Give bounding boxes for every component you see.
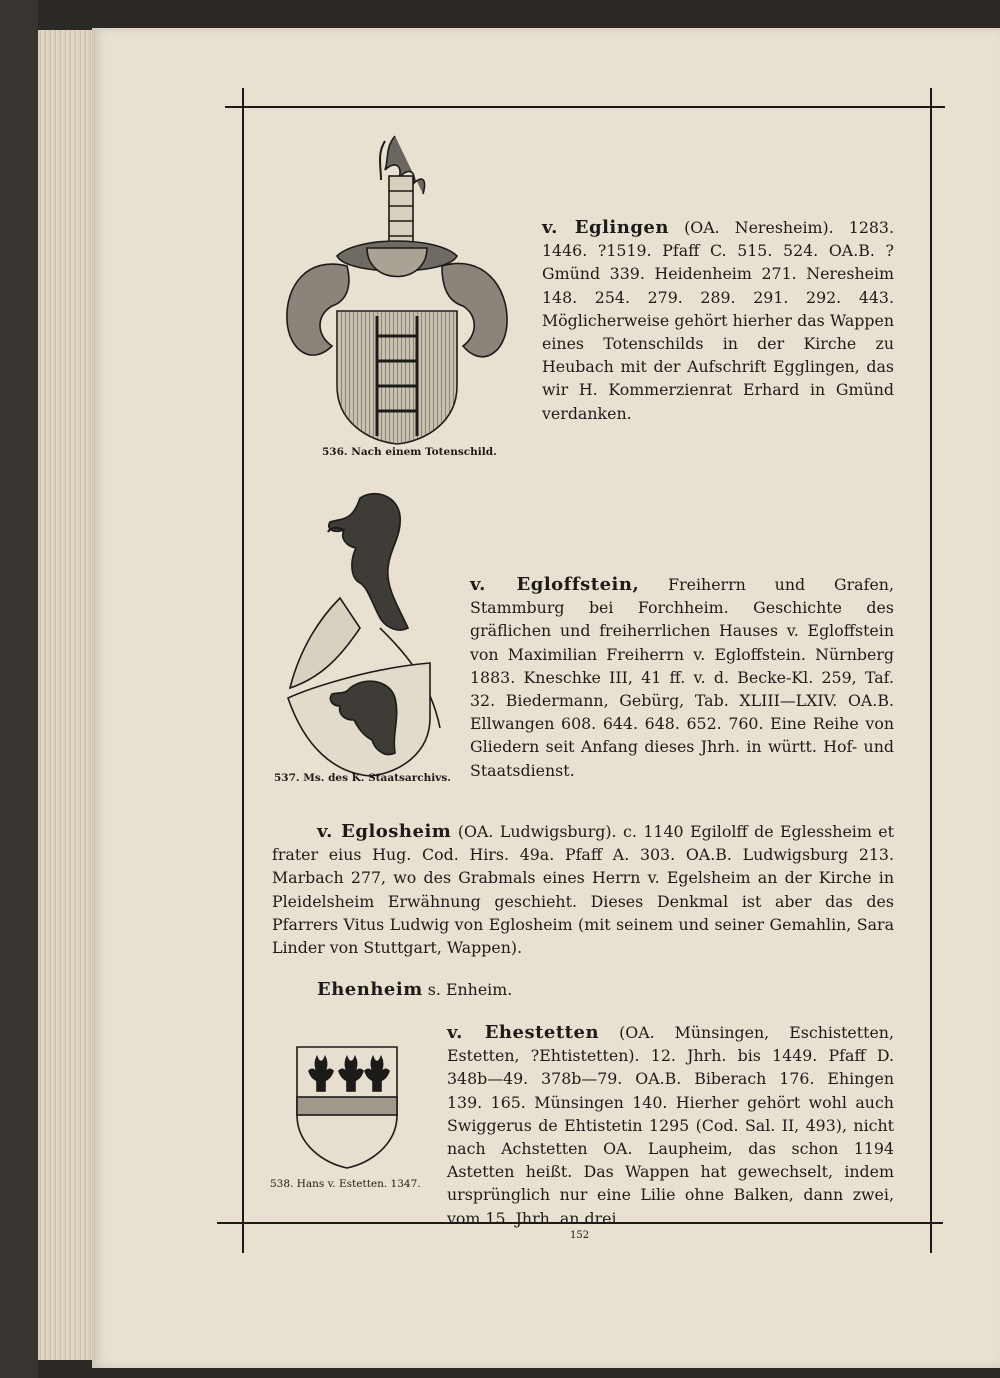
page-edges: [38, 30, 98, 1360]
entry-ehestetten-body: (OA. Münsingen, Eschistetten, Estetten, ?Ehtistetten). 12. Jhrh. bis 1449. Pfaff D. 348b—49. 378b—79. OA.B. Biberach 176. Ehingen 139. 165. Münsingen 140. Hierher gehört wohl auch Swiggerus de Ehtistetin 1295 (Cod. Sal. II, 493), nicht nach Achstetten OA. Laupheim, das schon 1194 Astetten heißt. Das Wappen hat gewechselt, indem ursprünglich nur eine Lilie ohne Balken, dann zwei, vom 15. Jhrh. an drei: [447, 1023, 895, 1228]
coat-of-arms-537: [280, 488, 450, 778]
caption-fig537: 537. Ms. des K. Staatsarchivs.: [274, 772, 451, 784]
entry-eglingen-body: (OA. Neresheim). 1283. 1446. ?1519. Pfaff C. 515. 524. OA.B. ?Gmünd 339. Heidenheim 271. Neresheim 148. 254. 279. 289. 291. 292. 443. Möglicherweise gehört hierher das Wappen eines Totenschilds in der Kirche zu Heubach mit der Aufschrift Egglingen, das wir H. Kommerzienrat Erhard in Gmünd verdanken.: [542, 218, 894, 423]
entry-ehestetten: [447, 1021, 894, 1230]
entry-eglingen-head: v. Eglingen: [542, 217, 669, 238]
entry-ehenheim-head: Ehenheim: [317, 979, 423, 1000]
entry-egloffstein-body: Freiherrn und Grafen, Stammburg bei Forchheim. Geschichte des gräflichen und freiherrlichen Hauses v. Egloffstein von Maximilian Freiherrn v. Egloffstein. Nürnberg 1883. Kneschke III, 41 ff. v. d. Becke-Kl. 259, Taf. 32. Biedermann, Gebürg, Tab. XLIII—LXIV. OA.B. Ellwangen 608. 644. 648. 652. 760. Eine Reihe von Gliedern seit Anfang dieses Jhrh. in württ. Hof- und Staatsdienst.: [470, 575, 894, 780]
entry-ehenheim: [317, 978, 717, 1001]
frame-left-rule: [242, 88, 244, 1253]
coat-of-arms-538: [295, 1045, 399, 1170]
entry-egloffstein: [470, 573, 894, 782]
caption-fig536: 536. Nach einem Totenschild.: [322, 446, 497, 458]
entry-eglosheim-body: (OA. Ludwigsburg). c. 1140 Egilolff de Eglessheim et frater eius Hug. Cod. Hirs. 49a. Pfaff A. 303. OA.B. Ludwigsburg 213. Marbach 277, wo des Grabmals eines Herrn v. Egelsheim an der Kirche in Pleidelsheim Erwähnung geschieht. Dieses Denkmal ist aber das des Pfarrers Vitus Ludwig von Eglosheim (mit seinem und seiner Gemahlin, Sara Linder von Stuttgart, Wappen).: [272, 822, 895, 958]
entry-eglosheim: [272, 820, 894, 959]
frame-top-rule: [225, 106, 945, 108]
page-number: 152: [570, 1230, 590, 1241]
entry-egloffstein-head: v. Egloffstein,: [470, 574, 640, 595]
entry-ehenheim-body: s. Enheim.: [422, 980, 513, 999]
entry-eglosheim-head: v. Eglosheim: [317, 821, 452, 842]
entry-eglingen: [542, 216, 894, 425]
frame-right-rule: [930, 88, 932, 1253]
book-spine: [0, 0, 38, 1378]
coat-of-arms-536: [277, 136, 517, 446]
entry-ehestetten-head: v. Ehestetten: [447, 1022, 600, 1043]
book-page: [92, 28, 1000, 1368]
caption-fig538: 538. Hans v. Estetten. 1347.: [270, 1178, 421, 1190]
